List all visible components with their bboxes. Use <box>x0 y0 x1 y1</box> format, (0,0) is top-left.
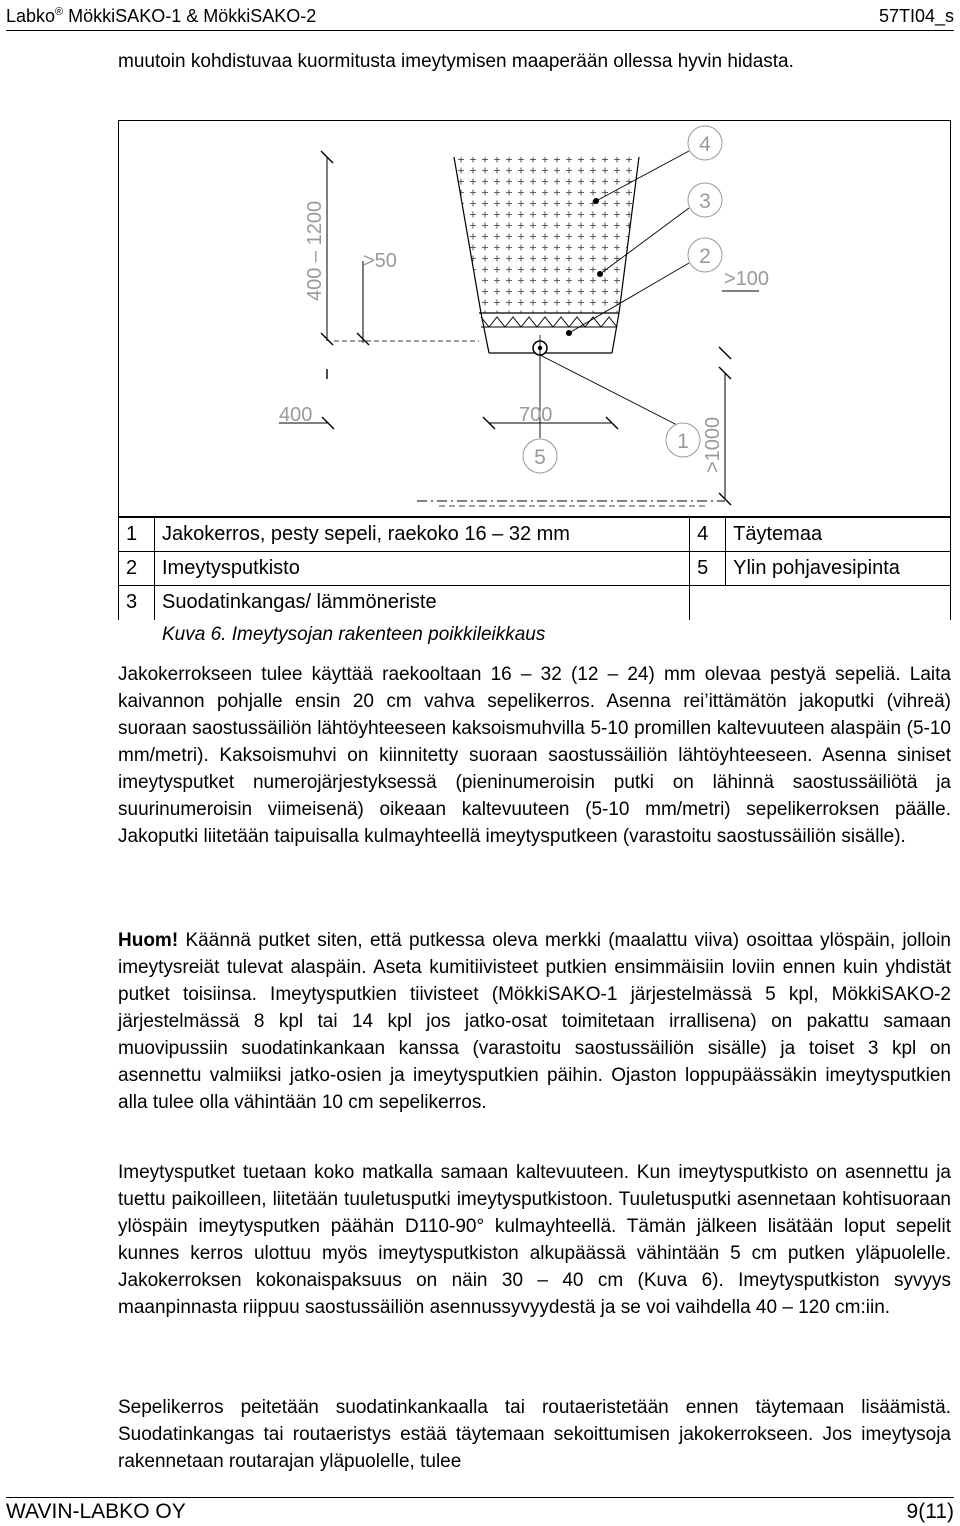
note-text: Käännä putket siten, että putkessa oleva merkki (maalattu viiva) osoittaa ylöspäin, jolloin imeytysreiät tulevat alaspäin. Aseta kumitiivisteet putkien ensimmäisiin loviin ennen kuin yhdistät putket toisiinsa. Imeytysputkien tiivisteet (MökkiSAKO-1 järjestelmässä 5 kpl, MökkiSAKO-2 järjestelmässä 8 kpl tai 14 kpl jos jatko-osat toimitetaan irrallisena) on pakattu samaan muovipussiin suodatinkankaan kanssa (varastoitu saostussäiliön sisälle) ja toiset 3 kpl on asennettu valmiiksi jatko-osien ja imeytysputkien päihin. Ojaston loppupäässäkin imeytysputkien alla tulee olla vähintään 10 cm sepelikerros. <box>118 930 951 1113</box>
gravel-fill <box>454 157 639 313</box>
intro-paragraph: muutoin kohdistuvaa kuormitusta imeytymisen maaperään ollessa hyvin hidasta. <box>118 51 794 72</box>
leader-line-1 <box>540 355 679 426</box>
legend-row <box>119 552 951 586</box>
callout-5 <box>523 439 557 473</box>
figure-legend-table <box>118 517 951 620</box>
legend-text: Jakokerros, pesty sepeli, raekoko 16 – 32 mm <box>155 518 690 552</box>
registered-mark: ® <box>55 6 64 18</box>
page-header <box>6 2 954 31</box>
note-label: Huom! <box>118 930 179 951</box>
header-product: MökkiSAKO-1 & MökkiSAKO-2 <box>68 6 317 26</box>
dim-100: >100 <box>724 268 770 290</box>
header-doc-code: 57TI04_s <box>878 6 954 26</box>
dim-400-1200: 400 – 1200 <box>304 200 326 301</box>
header-left <box>6 6 316 27</box>
callout-4 <box>688 126 722 160</box>
paragraph-note <box>118 927 951 1116</box>
callout-1 <box>666 423 700 457</box>
legend-row <box>119 586 951 620</box>
callout-3 <box>688 183 722 217</box>
filter-hatch <box>481 317 617 327</box>
paragraph-installation: Jakokerrokseen tulee käyttää raekooltaan 16 – 32 (12 – 24) mm olevaa pestyä sepeliä. Laita kaivannon pohjalle ensin 20 cm vahva sepelikerros. Asenna rei’ittämätön jakoputki (vihreä) suoraan saostussäiliön lähtöyhteeseen kaksoismuhvilla 5-10 promillen kaltevuuteen alaspäin (5-10 mm/metri). Kaksoismuhvi on kiinnitetty suoraan saostussäiliön lähtöyhteeseen. Asenna siniset imeytysputket numerojärjestyksessä (pieninumeroisin putki on lähinnä saostussäiliötä ja suurinumeroisin viimeisenä) oikeaan kaltevuuteen (5-10 mm/metri) sepelikerroksen päälle. Jakoputki liitetään taipuisalla kulmayhteellä imeytysputkeen (varastoitu saostussäiliön sisälle). <box>118 664 951 847</box>
legend-text: Täytemaa <box>726 518 951 552</box>
cross-section-figure <box>118 120 951 517</box>
legend-empty-cell <box>690 586 951 620</box>
paragraph-support: Imeytysputket tuetaan koko matkalla samaan kaltevuuteen. Kun imeytysputkisto on asennettu ja tuettu paikoilleen, liitetään tuuletusputki imeytysputkistoon. Tuuletusputki asennetaan kohtisuoraan ylöspäin imeytysputken päähän D110-90° kulmayhteellä. Tämän jälkeen lisätään loput sepelit kunnes kerros ulottuu myös imeytysputkiston alkupäässä vähintään 5 cm putken yläpuolelle. Jakokerroksen kokonaispaksuus on näin 30 – 40 cm (Kuva 6). Imeytysputkiston syvyys maanpinnasta riippuu saostussäiliön asennussyvyydestä ja se voi vaihdella 40 – 120 cm:iin. <box>118 1162 951 1318</box>
svg-text:3: 3 <box>699 190 711 213</box>
legend-text: Ylin pohjavesipinta <box>726 552 951 586</box>
page-number: 9(11) <box>906 1500 954 1523</box>
dim-700: 700 <box>519 404 553 426</box>
dim-tick <box>719 347 731 359</box>
header-brand: Labko <box>6 6 56 26</box>
paragraph-cover: Sepelikerros peitetään suodatinkankaalla tai routaeristetään ennen täytemaan lisäämistä. Suodatinkangas tai routaeristys estää täytemaan sekoittumisen jakokerrokseen. Jos imeytysoja rakennetaan routarajan yläpuolelle, tulee <box>118 1397 951 1472</box>
legend-num: 4 <box>690 518 726 552</box>
dim-1000: >1000 <box>702 416 724 473</box>
legend-text: Suodatinkangas/ lämmöneriste <box>155 586 690 620</box>
dim-50: >50 <box>363 250 397 272</box>
legend-row <box>119 518 951 552</box>
svg-text:2: 2 <box>699 245 711 268</box>
cross-section-drawing <box>119 121 952 518</box>
page-footer <box>6 1497 954 1526</box>
legend-num: 1 <box>119 518 155 552</box>
legend-num: 5 <box>690 552 726 586</box>
svg-text:5: 5 <box>534 446 546 469</box>
svg-text:1: 1 <box>677 430 689 453</box>
footer-company: WAVIN-LABKO OY <box>6 1500 186 1523</box>
legend-text: Imeytysputkisto <box>155 552 690 586</box>
callout-2 <box>688 238 722 272</box>
legend-num: 3 <box>119 586 155 620</box>
figure-caption: Kuva 6. Imeytysojan rakenteen poikkileikkaus <box>162 624 546 645</box>
dim-400: 400 <box>279 404 313 426</box>
svg-text:4: 4 <box>699 133 711 156</box>
legend-num: 2 <box>119 552 155 586</box>
